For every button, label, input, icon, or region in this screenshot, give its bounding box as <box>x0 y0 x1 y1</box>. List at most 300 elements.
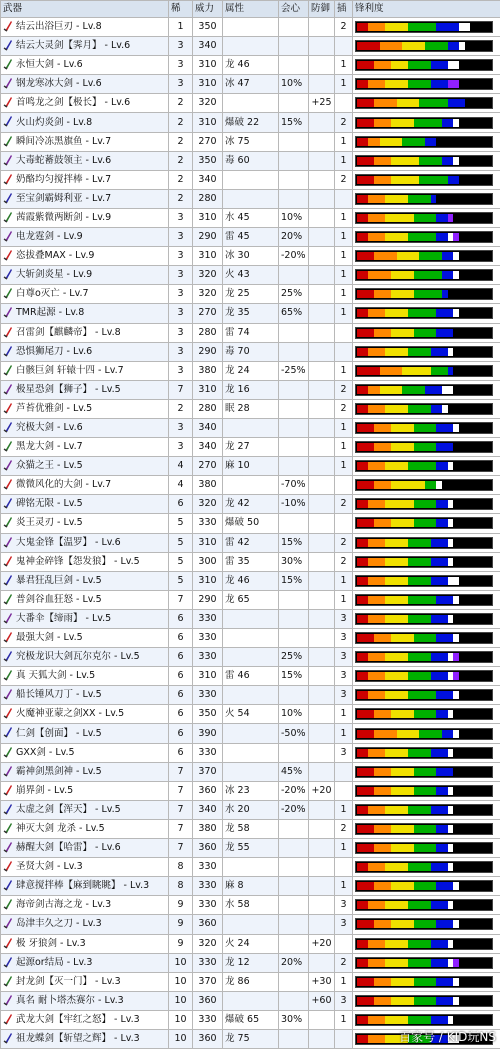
weapon-name-text: 众猫之王 - Lv.5 <box>16 460 83 471</box>
weapon-name <box>1 495 169 514</box>
sharpness-segment <box>436 844 447 852</box>
weapon-name-text: 结云大灵剑【霁月】 - Lv.6 <box>16 40 130 51</box>
attack-cell: 360 <box>193 781 223 800</box>
element-cell: 水 58 <box>223 896 279 915</box>
slots-cell: 1 <box>335 877 353 896</box>
defense-cell <box>309 686 335 705</box>
sharpness-segment <box>374 176 391 184</box>
sharpness-segment <box>357 309 368 317</box>
slots-cell: 2 <box>335 495 353 514</box>
sharpness-cell <box>353 762 500 781</box>
sharpness-segment <box>374 61 391 69</box>
sharpness-bar <box>355 899 493 911</box>
sharpness-segment <box>448 539 454 547</box>
defense-cell <box>309 56 335 75</box>
slots-cell: 3 <box>335 667 353 686</box>
sharpness-cell <box>353 858 500 877</box>
sharpness-segment <box>368 615 385 623</box>
slots-cell: 1 <box>335 839 353 858</box>
sharpness-segment <box>357 405 368 413</box>
slots-cell: 3 <box>335 743 353 762</box>
greatsword-icon <box>3 746 13 758</box>
element-cell <box>223 37 279 56</box>
attack-cell: 340 <box>193 418 223 437</box>
sharpness-segment <box>368 749 385 757</box>
rarity-cell: 3 <box>169 304 193 323</box>
sharpness-segment <box>374 882 391 890</box>
sharpness-segment <box>385 348 408 356</box>
sharpness-segment <box>414 271 442 279</box>
affinity-cell: 45% <box>279 762 309 781</box>
sharpness-segment <box>408 959 431 967</box>
sharpness-segment <box>448 99 465 107</box>
sharpness-segment <box>357 290 374 298</box>
affinity-cell <box>279 189 309 208</box>
sharpness-segment <box>402 42 425 50</box>
greatsword-icon <box>3 975 13 987</box>
table-row <box>1 323 500 342</box>
sharpness-segment <box>436 710 447 718</box>
sharpness-segment <box>357 80 368 88</box>
sharpness-segment <box>368 500 385 508</box>
greatsword-icon <box>3 860 13 872</box>
slots-cell: 1 <box>335 418 353 437</box>
defense-cell: +25 <box>309 94 335 113</box>
sharpness-segment <box>402 138 425 146</box>
sharpness-segment <box>402 386 425 394</box>
greatsword-icon <box>3 249 13 261</box>
sharpness-segment <box>357 940 368 948</box>
rarity-cell: 9 <box>169 915 193 934</box>
sharpness-segment <box>448 176 459 184</box>
sharpness-segment <box>385 80 408 88</box>
sharpness-bar <box>355 842 493 854</box>
weapon-name-text: 召雷剑【麒麟帝】 - Lv.8 <box>16 327 121 338</box>
element-cell: 龙 86 <box>223 972 279 991</box>
sharpness-segment <box>357 768 374 776</box>
slots-cell: 3 <box>335 915 353 934</box>
sharpness-segment <box>357 634 374 642</box>
table-row <box>1 686 500 705</box>
sharpness-bar <box>355 212 493 224</box>
sharpness-segment <box>453 653 459 661</box>
greatsword-icon <box>3 841 13 853</box>
sharpness-segment <box>448 844 454 852</box>
attack-cell: 370 <box>193 972 223 991</box>
slots-cell: 1 <box>335 800 353 819</box>
defense-cell <box>309 399 335 418</box>
sharpness-cell <box>353 896 500 915</box>
rarity-cell: 7 <box>169 819 193 838</box>
sharpness-segment <box>408 691 436 699</box>
sharpness-segment <box>442 157 453 165</box>
rarity-cell: 7 <box>169 839 193 858</box>
sharpness-bar <box>355 327 493 339</box>
rarity-cell: 3 <box>169 418 193 437</box>
header-attack: 威力 <box>193 1 223 18</box>
sharpness-bar <box>355 288 493 300</box>
slots-cell: 3 <box>335 609 353 628</box>
sharpness-segment <box>357 825 374 833</box>
weapon-name-text: 恐惧狮尾刀 - Lv.6 <box>16 346 92 357</box>
rarity-cell: 6 <box>169 667 193 686</box>
attack-cell: 270 <box>193 457 223 476</box>
attack-cell: 330 <box>193 896 223 915</box>
weapon-name <box>1 781 169 800</box>
sharpness-segment <box>448 42 459 50</box>
element-cell: 水 20 <box>223 800 279 819</box>
sharpness-cell <box>353 533 500 552</box>
table-row <box>1 170 500 189</box>
sharpness-segment <box>357 691 368 699</box>
sharpness-bar <box>355 918 493 930</box>
sharpness-segment <box>380 386 403 394</box>
defense-cell <box>309 839 335 858</box>
weapon-name-text: 白骸巨剑 轩辕十四 - Lv.7 <box>16 365 124 376</box>
defense-cell <box>309 590 335 609</box>
slots-cell: 3 <box>335 629 353 648</box>
header-weapon: 武器 <box>1 1 169 18</box>
defense-cell <box>309 514 335 533</box>
weapon-name <box>1 189 169 208</box>
sharpness-segment <box>414 119 442 127</box>
table-row <box>1 266 500 285</box>
sharpness-cell <box>353 151 500 170</box>
sharpness-segment <box>436 787 447 795</box>
sharpness-segment <box>357 1016 368 1024</box>
sharpness-segment <box>368 23 385 31</box>
defense-cell <box>309 1010 335 1029</box>
rarity-cell: 2 <box>169 399 193 418</box>
table-row <box>1 1010 500 1029</box>
sharpness-segment <box>368 138 379 146</box>
affinity-cell: 15% <box>279 667 309 686</box>
sharpness-segment <box>436 462 447 470</box>
sharpness-segment <box>374 424 391 432</box>
sharpness-segment <box>431 558 448 566</box>
sharpness-cell <box>353 934 500 953</box>
sharpness-segment <box>357 710 374 718</box>
sharpness-bar <box>355 594 493 606</box>
table-row <box>1 113 500 132</box>
table-row <box>1 418 500 437</box>
sharpness-segment <box>357 23 368 31</box>
element-cell <box>223 94 279 113</box>
element-cell: 爆破 65 <box>223 1010 279 1029</box>
element-cell: 雷 45 <box>223 228 279 247</box>
table-row <box>1 476 500 495</box>
rarity-cell: 3 <box>169 37 193 56</box>
affinity-cell <box>279 934 309 953</box>
rarity-cell: 5 <box>169 571 193 590</box>
sharpness-segment <box>357 462 368 470</box>
slots-cell <box>335 189 353 208</box>
weapon-name <box>1 399 169 418</box>
attack-cell: 330 <box>193 743 223 762</box>
sharpness-segment <box>368 80 385 88</box>
defense-cell <box>309 858 335 877</box>
greatsword-icon <box>3 497 13 509</box>
table-row <box>1 361 500 380</box>
affinity-cell: -20% <box>279 800 309 819</box>
sharpness-segment <box>357 672 368 680</box>
element-cell: 水 45 <box>223 208 279 227</box>
weapon-name <box>1 457 169 476</box>
weapon-name <box>1 37 169 56</box>
affinity-cell: 30% <box>279 1010 309 1029</box>
weapon-name-text: 结云出浴巨刃 - Lv.8 <box>16 21 102 32</box>
greatsword-icon <box>3 364 13 376</box>
element-cell <box>223 858 279 877</box>
sharpness-segment <box>414 787 437 795</box>
sharpness-segment <box>448 462 454 470</box>
weapon-name <box>1 285 169 304</box>
sharpness-cell <box>353 438 500 457</box>
weapon-name-text: 至宝剑霸姆利亚 - Lv.7 <box>16 193 111 204</box>
slots-cell: 1 <box>335 705 353 724</box>
defense-cell: +20 <box>309 781 335 800</box>
sharpness-segment <box>414 844 437 852</box>
affinity-cell <box>279 514 309 533</box>
greatsword-icon <box>3 268 13 280</box>
table-row <box>1 839 500 858</box>
rarity-cell: 2 <box>169 132 193 151</box>
sharpness-bar <box>355 365 493 377</box>
slots-cell: 3 <box>335 991 353 1010</box>
slots-cell: 1 <box>335 266 353 285</box>
sharpness-bar <box>355 957 493 969</box>
attack-cell: 360 <box>193 991 223 1010</box>
sharpness-segment <box>397 730 420 738</box>
slots-cell <box>335 514 353 533</box>
attack-cell: 330 <box>193 629 223 648</box>
weapon-name <box>1 438 169 457</box>
sharpness-cell <box>353 686 500 705</box>
sharpness-segment <box>408 863 431 871</box>
sharpness-segment <box>385 615 408 623</box>
sharpness-segment <box>431 405 442 413</box>
sharpness-cell <box>353 170 500 189</box>
sharpness-segment <box>408 1016 431 1024</box>
weapon-name <box>1 858 169 877</box>
rarity-cell: 2 <box>169 170 193 189</box>
affinity-cell <box>279 37 309 56</box>
sharpness-bar <box>355 21 493 33</box>
sharpness-bar <box>355 1014 493 1026</box>
slots-cell: 1 <box>335 361 353 380</box>
slots-cell: 3 <box>335 686 353 705</box>
greatsword-icon <box>3 784 13 796</box>
sharpness-segment <box>391 176 419 184</box>
attack-cell: 310 <box>193 208 223 227</box>
slots-cell: 1 <box>335 132 353 151</box>
sharpness-segment <box>385 500 413 508</box>
affinity-cell: -50% <box>279 724 309 743</box>
sharpness-segment <box>357 997 374 1005</box>
sharpness-segment <box>431 749 448 757</box>
sharpness-bar <box>355 995 493 1007</box>
attack-cell: 340 <box>193 800 223 819</box>
slots-cell <box>335 323 353 342</box>
sharpness-segment <box>385 691 408 699</box>
slots-cell: 3 <box>335 648 353 667</box>
sharpness-segment <box>357 348 368 356</box>
sharpness-cell <box>353 94 500 113</box>
sharpness-bar <box>355 40 493 52</box>
sharpness-cell <box>353 514 500 533</box>
sharpness-segment <box>442 386 453 394</box>
sharpness-segment <box>436 309 453 317</box>
sharpness-bar <box>355 651 493 663</box>
greatsword-icon <box>3 440 13 452</box>
sharpness-segment <box>368 1016 385 1024</box>
weapon-name <box>1 380 169 399</box>
sharpness-segment <box>368 863 385 871</box>
watermark: 百家号 / KID玩NS <box>399 1028 496 1045</box>
element-cell: 毒 70 <box>223 342 279 361</box>
sharpness-segment <box>414 290 442 298</box>
sharpness-segment <box>436 882 453 890</box>
affinity-cell: 20% <box>279 228 309 247</box>
defense-cell <box>309 266 335 285</box>
weapon-name-text: 封龙剑【灭一门】 - Lv.3 <box>16 976 121 987</box>
sharpness-segment <box>436 596 453 604</box>
element-cell <box>223 170 279 189</box>
table-row <box>1 800 500 819</box>
sharpness-segment <box>368 691 385 699</box>
table-row <box>1 858 500 877</box>
sharpness-segment <box>436 329 453 337</box>
table-row <box>1 781 500 800</box>
sharpness-segment <box>368 901 385 909</box>
sharpness-bar <box>355 403 493 415</box>
sharpness-segment <box>357 424 374 432</box>
sharpness-segment <box>448 901 454 909</box>
element-cell: 麻 10 <box>223 457 279 476</box>
sharpness-segment <box>391 634 414 642</box>
rarity-cell: 3 <box>169 208 193 227</box>
weapon-name-text: 赫醒大剑【哈雷】 - Lv.6 <box>16 842 121 853</box>
rarity-cell: 1 <box>169 18 193 37</box>
sharpness-segment <box>368 386 379 394</box>
defense-cell <box>309 361 335 380</box>
sharpness-segment <box>385 539 408 547</box>
greatsword-icon <box>3 937 13 949</box>
rarity-cell: 10 <box>169 991 193 1010</box>
sharpness-segment <box>391 157 419 165</box>
weapon-name-text: 船长锤风刀丁 - Lv.5 <box>16 689 102 700</box>
element-cell: 冰 23 <box>223 781 279 800</box>
slots-cell: 1 <box>335 56 353 75</box>
sharpness-segment <box>391 290 414 298</box>
sharpness-bar <box>355 556 493 568</box>
weapon-name <box>1 839 169 858</box>
attack-cell: 340 <box>193 438 223 457</box>
slots-cell: 1 <box>335 151 353 170</box>
weapon-name <box>1 629 169 648</box>
attack-cell: 350 <box>193 18 223 37</box>
sharpness-segment <box>414 500 437 508</box>
sharpness-segment <box>431 348 448 356</box>
sharpness-bar <box>355 117 493 129</box>
sharpness-segment <box>385 901 408 909</box>
weapon-name-text: 炎王灵刃 - Lv.5 <box>16 517 83 528</box>
sharpness-bar <box>355 193 493 205</box>
sharpness-segment <box>408 23 436 31</box>
sharpness-cell <box>353 609 500 628</box>
defense-cell <box>309 228 335 247</box>
greatsword-icon <box>3 1013 13 1025</box>
sharpness-bar <box>355 422 493 434</box>
sharpness-segment <box>368 558 385 566</box>
affinity-cell: 20% <box>279 953 309 972</box>
sharpness-segment <box>391 61 408 69</box>
sharpness-segment <box>408 901 431 909</box>
element-cell: 冰 30 <box>223 247 279 266</box>
rarity-cell: 9 <box>169 934 193 953</box>
sharpness-cell <box>353 457 500 476</box>
attack-cell: 310 <box>193 247 223 266</box>
greatsword-icon <box>3 115 13 127</box>
element-cell: 雷 35 <box>223 552 279 571</box>
defense-cell: +60 <box>309 991 335 1010</box>
sharpness-segment <box>414 768 437 776</box>
rarity-cell: 7 <box>169 781 193 800</box>
greatsword-icon <box>3 287 13 299</box>
sharpness-bar <box>355 250 493 262</box>
sharpness-segment <box>453 119 459 127</box>
sharpness-segment <box>425 481 436 489</box>
rarity-cell: 10 <box>169 1029 193 1048</box>
attack-cell: 330 <box>193 686 223 705</box>
sharpness-segment <box>357 138 368 146</box>
greatsword-icon <box>3 650 13 662</box>
attack-cell: 340 <box>193 37 223 56</box>
weapon-name-text: GXX剑 - Lv.5 <box>16 747 75 758</box>
sharpness-segment <box>391 997 414 1005</box>
weapon-name-text: 祖龙蝶剑【斩望之辉】 - Lv.3 <box>16 1033 140 1044</box>
affinity-cell <box>279 457 309 476</box>
attack-cell: 290 <box>193 342 223 361</box>
weapon-name <box>1 667 169 686</box>
greatsword-icon <box>3 306 13 318</box>
sharpness-segment <box>448 940 454 948</box>
sharpness-segment <box>357 863 368 871</box>
greatsword-icon <box>3 402 13 414</box>
table-row <box>1 94 500 113</box>
sharpness-cell <box>353 132 500 151</box>
slots-cell: 2 <box>335 552 353 571</box>
rarity-cell: 3 <box>169 228 193 247</box>
defense-cell <box>309 438 335 457</box>
sharpness-segment <box>414 329 437 337</box>
sharpness-segment <box>408 462 436 470</box>
sharpness-segment <box>431 195 437 203</box>
sharpness-cell <box>353 399 500 418</box>
affinity-cell: 10% <box>279 208 309 227</box>
sharpness-segment <box>374 787 391 795</box>
rarity-cell: 10 <box>169 972 193 991</box>
sharpness-segment <box>408 940 431 948</box>
sharpness-segment <box>425 42 448 50</box>
sharpness-segment <box>408 749 431 757</box>
sharpness-cell <box>353 495 500 514</box>
table-row <box>1 247 500 266</box>
sharpness-segment <box>368 195 385 203</box>
defense-cell <box>309 552 335 571</box>
affinity-cell: -20% <box>279 247 309 266</box>
sharpness-cell <box>353 991 500 1010</box>
